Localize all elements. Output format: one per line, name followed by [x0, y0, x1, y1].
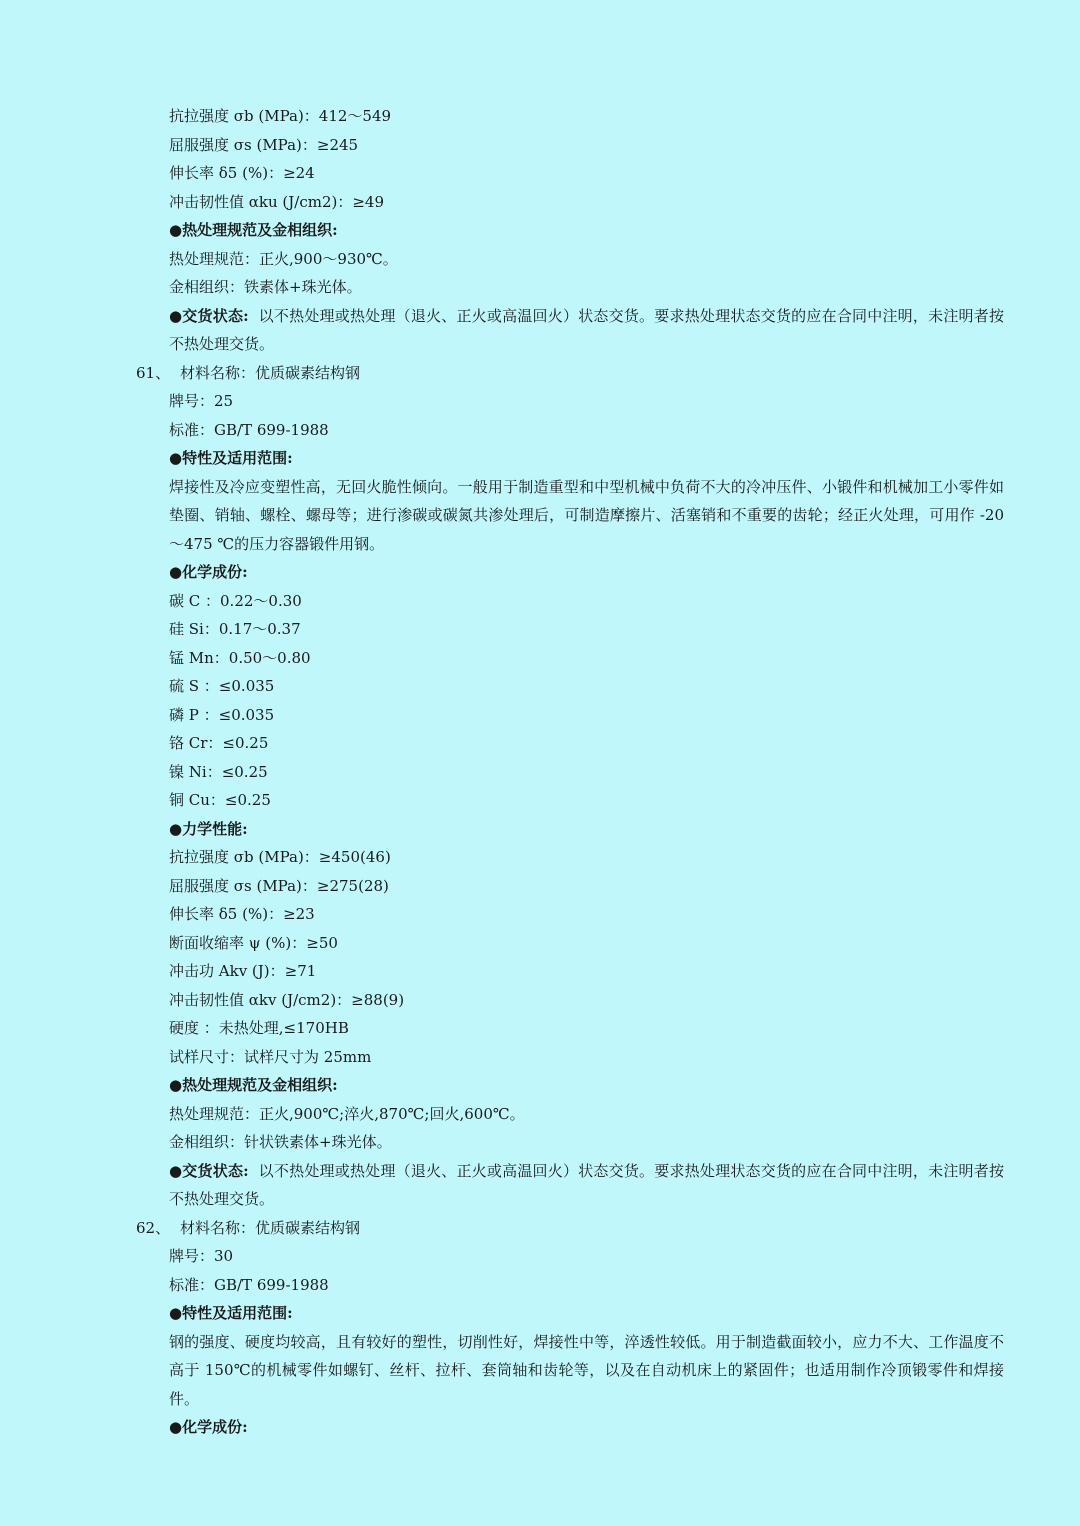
item-number: 62、 [136, 1218, 171, 1237]
mech-line: 冲击功 Akv (J)：≥71 [169, 962, 317, 980]
mech-line: 屈服强度 σs (MPa)：≥275(28) [169, 876, 389, 895]
mech-line: 抗拉强度 σb (MPa)：≥450(46) [169, 848, 391, 866]
delivery-paragraph [0, 302, 1080, 359]
mech-line: 硬度 ：未热处理,≤170HB [169, 1019, 349, 1037]
heat-spec: 热处理规范：正火,900～930℃。 [169, 249, 398, 268]
chem-line: 锰 Mn：0.50～0.80 [169, 648, 311, 667]
chem-line: 磷 P ：≤0.035 [169, 705, 275, 724]
properties-paragraph: 钢的强度、硬度均较高，且有较好的塑性，切削性好，焊接性中等，淬透性较低。用于制造截面较小，应力不大、工作温度不高于 150℃的机械零件如螺钉、丝杆、拉杆、套筒轴和齿轮等，以及在自动机床上的紧固件；也适用制作冷顶锻零件和焊接件。 [169, 1332, 1004, 1408]
chem-line: 铬 Cr：≤0.25 [169, 734, 269, 752]
document-content [0, 102, 1080, 1442]
chem-line: 硅 Si：0.17～0.37 [169, 620, 301, 638]
section-heading: ●化学成份: [169, 563, 248, 581]
grade: 牌号：25 [169, 392, 234, 410]
mech-line: 断面收缩率 ψ (%)：≥50 [169, 933, 338, 952]
grade: 牌号：30 [169, 1247, 234, 1265]
standard: 标准：GB/T 699-1988 [169, 1275, 329, 1294]
mech-line: 伸长率 δ5 (%)：≥23 [169, 905, 315, 923]
mech-line: 抗拉强度 σb (MPa)：412～549 [169, 107, 392, 125]
delivery-text: 以不热处理或热处理（退火、正火或高温回火）状态交货。要求热处理状态交货的应在合同中注明，未注明者按不热处理交货。 [169, 1161, 1004, 1208]
item-number: 61、 [136, 363, 171, 382]
chem-line: 镍 Ni：≤0.25 [169, 762, 268, 781]
section-heading: ●热处理规范及金相组织: [169, 221, 338, 239]
metallography: 金相组织：铁素体+珠光体。 [169, 278, 362, 296]
delivery-label: ●交货状态: [169, 306, 249, 325]
section-heading: ●特性及适用范围: [169, 449, 293, 467]
item-title [0, 359, 1080, 388]
delivery-label: ●交货状态: [169, 1161, 249, 1180]
mech-line: 屈服强度 σs (MPa)：≥245 [169, 135, 359, 154]
delivery-paragraph [0, 1157, 1080, 1214]
section-heading: ●力学性能: [169, 819, 248, 838]
mech-line: 伸长率 δ5 (%)：≥24 [169, 164, 315, 182]
chem-line: 铜 Cu：≤0.25 [169, 791, 271, 809]
item-title [0, 1214, 1080, 1243]
heat-spec: 热处理规范：正火,900℃;淬火,870℃;回火,600℃。 [169, 1104, 525, 1123]
mech-line: 试样尺寸：试样尺寸为 25mm [169, 1047, 372, 1066]
material-name: 材料名称：优质碳素结构钢 [180, 363, 361, 382]
material-name: 材料名称：优质碳素结构钢 [180, 1218, 361, 1237]
properties-paragraph: 焊接性及冷应变塑性高，无回火脆性倾向。一般用于制造重型和中型机械中负荷不大的冷冲压件、小锻件和机械加工小零件如垫圈、销轴、螺栓、螺母等；进行渗碳或碳氮共渗处理后，可制造摩擦片、活塞销和不重要的齿轮；经正火处理，可用作 -20～475 ℃的压力容器锻件用钢。 [169, 477, 1004, 553]
chem-line: 硫 S ：≤0.035 [169, 677, 275, 695]
standard: 标准：GB/T 699-1988 [169, 420, 329, 439]
chem-line: 碳 C ：0.22～0.30 [169, 591, 302, 610]
section-heading: ●特性及适用范围: [169, 1304, 293, 1322]
section-heading: ●热处理规范及金相组织: [169, 1076, 338, 1094]
mech-line: 冲击韧性值 αkv (J/cm2)：≥88(9) [169, 990, 405, 1009]
section-heading: ●化学成份: [169, 1418, 248, 1436]
metallography: 金相组织：针状铁素体+珠光体。 [169, 1133, 392, 1151]
mech-line: 冲击韧性值 αku (J/cm2)：≥49 [169, 192, 385, 211]
delivery-text: 以不热处理或热处理（退火、正火或高温回火）状态交货。要求热处理状态交货的应在合同中注明，未注明者按不热处理交货。 [169, 306, 1004, 353]
